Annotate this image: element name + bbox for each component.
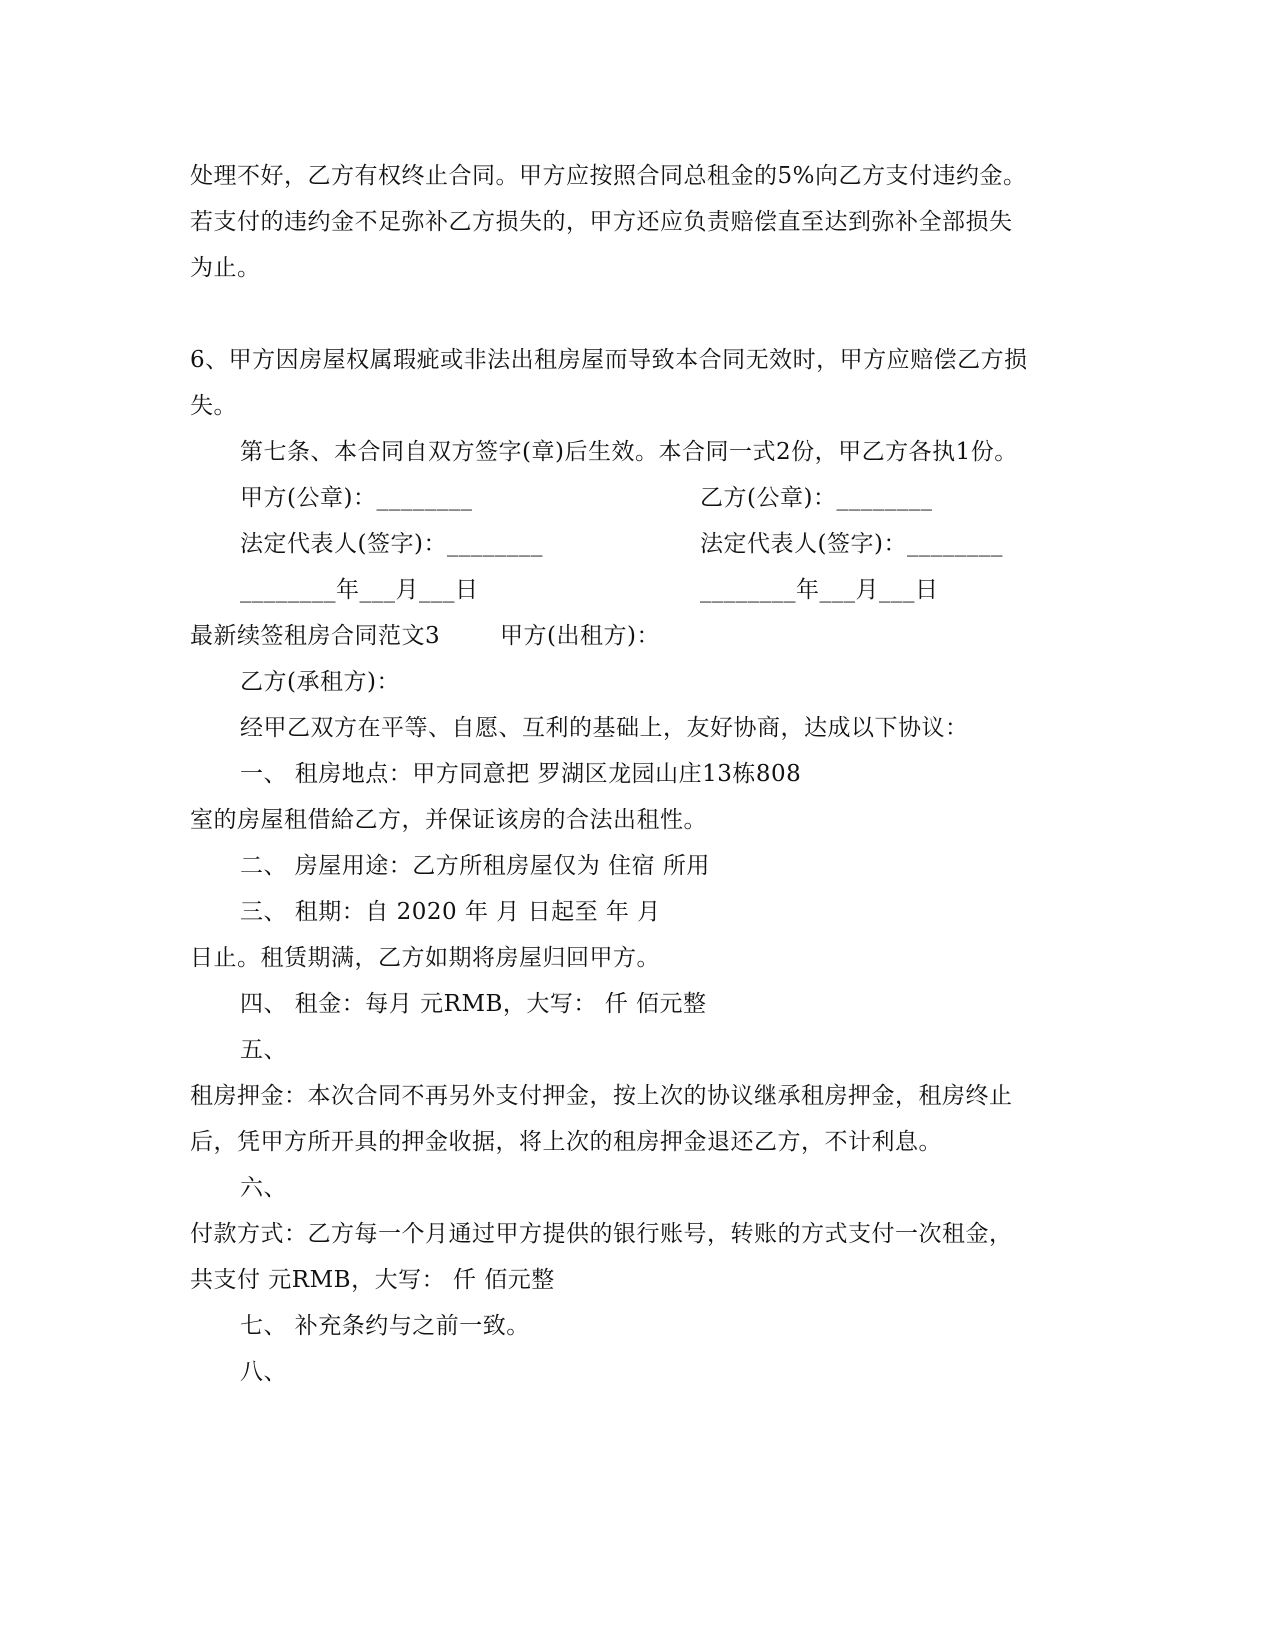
item-6-line1: 付款方式：乙方每一个月通过甲方提供的银行账号，转账的方式支付一次租金，	[190, 1221, 1013, 1247]
para1-line2: 若支付的违约金不足弥补乙方损失的，甲方还应负责赔偿直至达到弥补全部损失	[190, 209, 1013, 235]
item-6-line2: 共支付 元RMB，大写： 仟 佰元整	[190, 1267, 555, 1293]
item-1-line2: 室的房屋租借給乙方，并保证该房的合法出租性。	[190, 807, 707, 833]
agreement-intro: 经甲乙双方在平等、自愿、互利的基础上，友好协商，达成以下协议：	[240, 715, 969, 741]
party-a-date: ________年___月___日	[240, 577, 479, 603]
contract-3-heading: 最新续签租房合同范文3	[190, 623, 441, 649]
item-3-line1: 三、 租期：自 2020 年 月 日起至 年 月	[240, 899, 661, 925]
item-5-line2: 后，凭甲方所开具的押金收据，将上次的租房押金退还乙方，不计利息。	[190, 1129, 942, 1155]
item-1-line1: 一、 租房地点：甲方同意把 罗湖区龙园山庄13栋808	[240, 761, 802, 787]
party-b-seal: 乙方(公章)：________	[700, 485, 933, 511]
item-5-line1: 租房押金：本次合同不再另外支付押金，按上次的协议继承租房押金，租房终止	[190, 1083, 1013, 1109]
para2-line1: 6、甲方因房屋权属瑕疵或非法出租房屋而导致本合同无效时，甲方应赔偿乙方损	[190, 347, 1028, 373]
para2-line2: 失。	[190, 393, 237, 419]
item-4: 四、 租金：每月 元RMB，大写： 仟 佰元整	[240, 991, 707, 1017]
item-6-label: 六、	[240, 1175, 287, 1201]
item-8-label: 八、	[240, 1359, 287, 1385]
party-a-representative: 法定代表人(签字)：________	[240, 531, 543, 557]
item-3-line2: 日止。租赁期满，乙方如期将房屋归回甲方。	[190, 945, 660, 971]
party-a-seal: 甲方(公章)：________	[240, 485, 473, 511]
lessor-label: 甲方(出租方)：	[500, 623, 660, 649]
item-2: 二、 房屋用途：乙方所租房屋仅为 住宿 所用	[240, 853, 710, 879]
item-7: 七、 补充条约与之前一致。	[240, 1313, 530, 1339]
party-b-representative: 法定代表人(签字)：________	[700, 531, 1003, 557]
para1-line3: 为止。	[190, 255, 261, 281]
party-b-date: ________年___月___日	[700, 577, 939, 603]
para1-line1: 处理不好，乙方有权终止合同。甲方应按照合同总租金的5%向乙方支付违约金。	[190, 163, 1027, 189]
lessee-label: 乙方(承租方)：	[240, 669, 400, 695]
item-5-label: 五、	[240, 1037, 287, 1063]
article-7: 第七条、本合同自双方签字(章)后生效。本合同一式2份，甲乙方各执1份。	[240, 439, 1018, 465]
